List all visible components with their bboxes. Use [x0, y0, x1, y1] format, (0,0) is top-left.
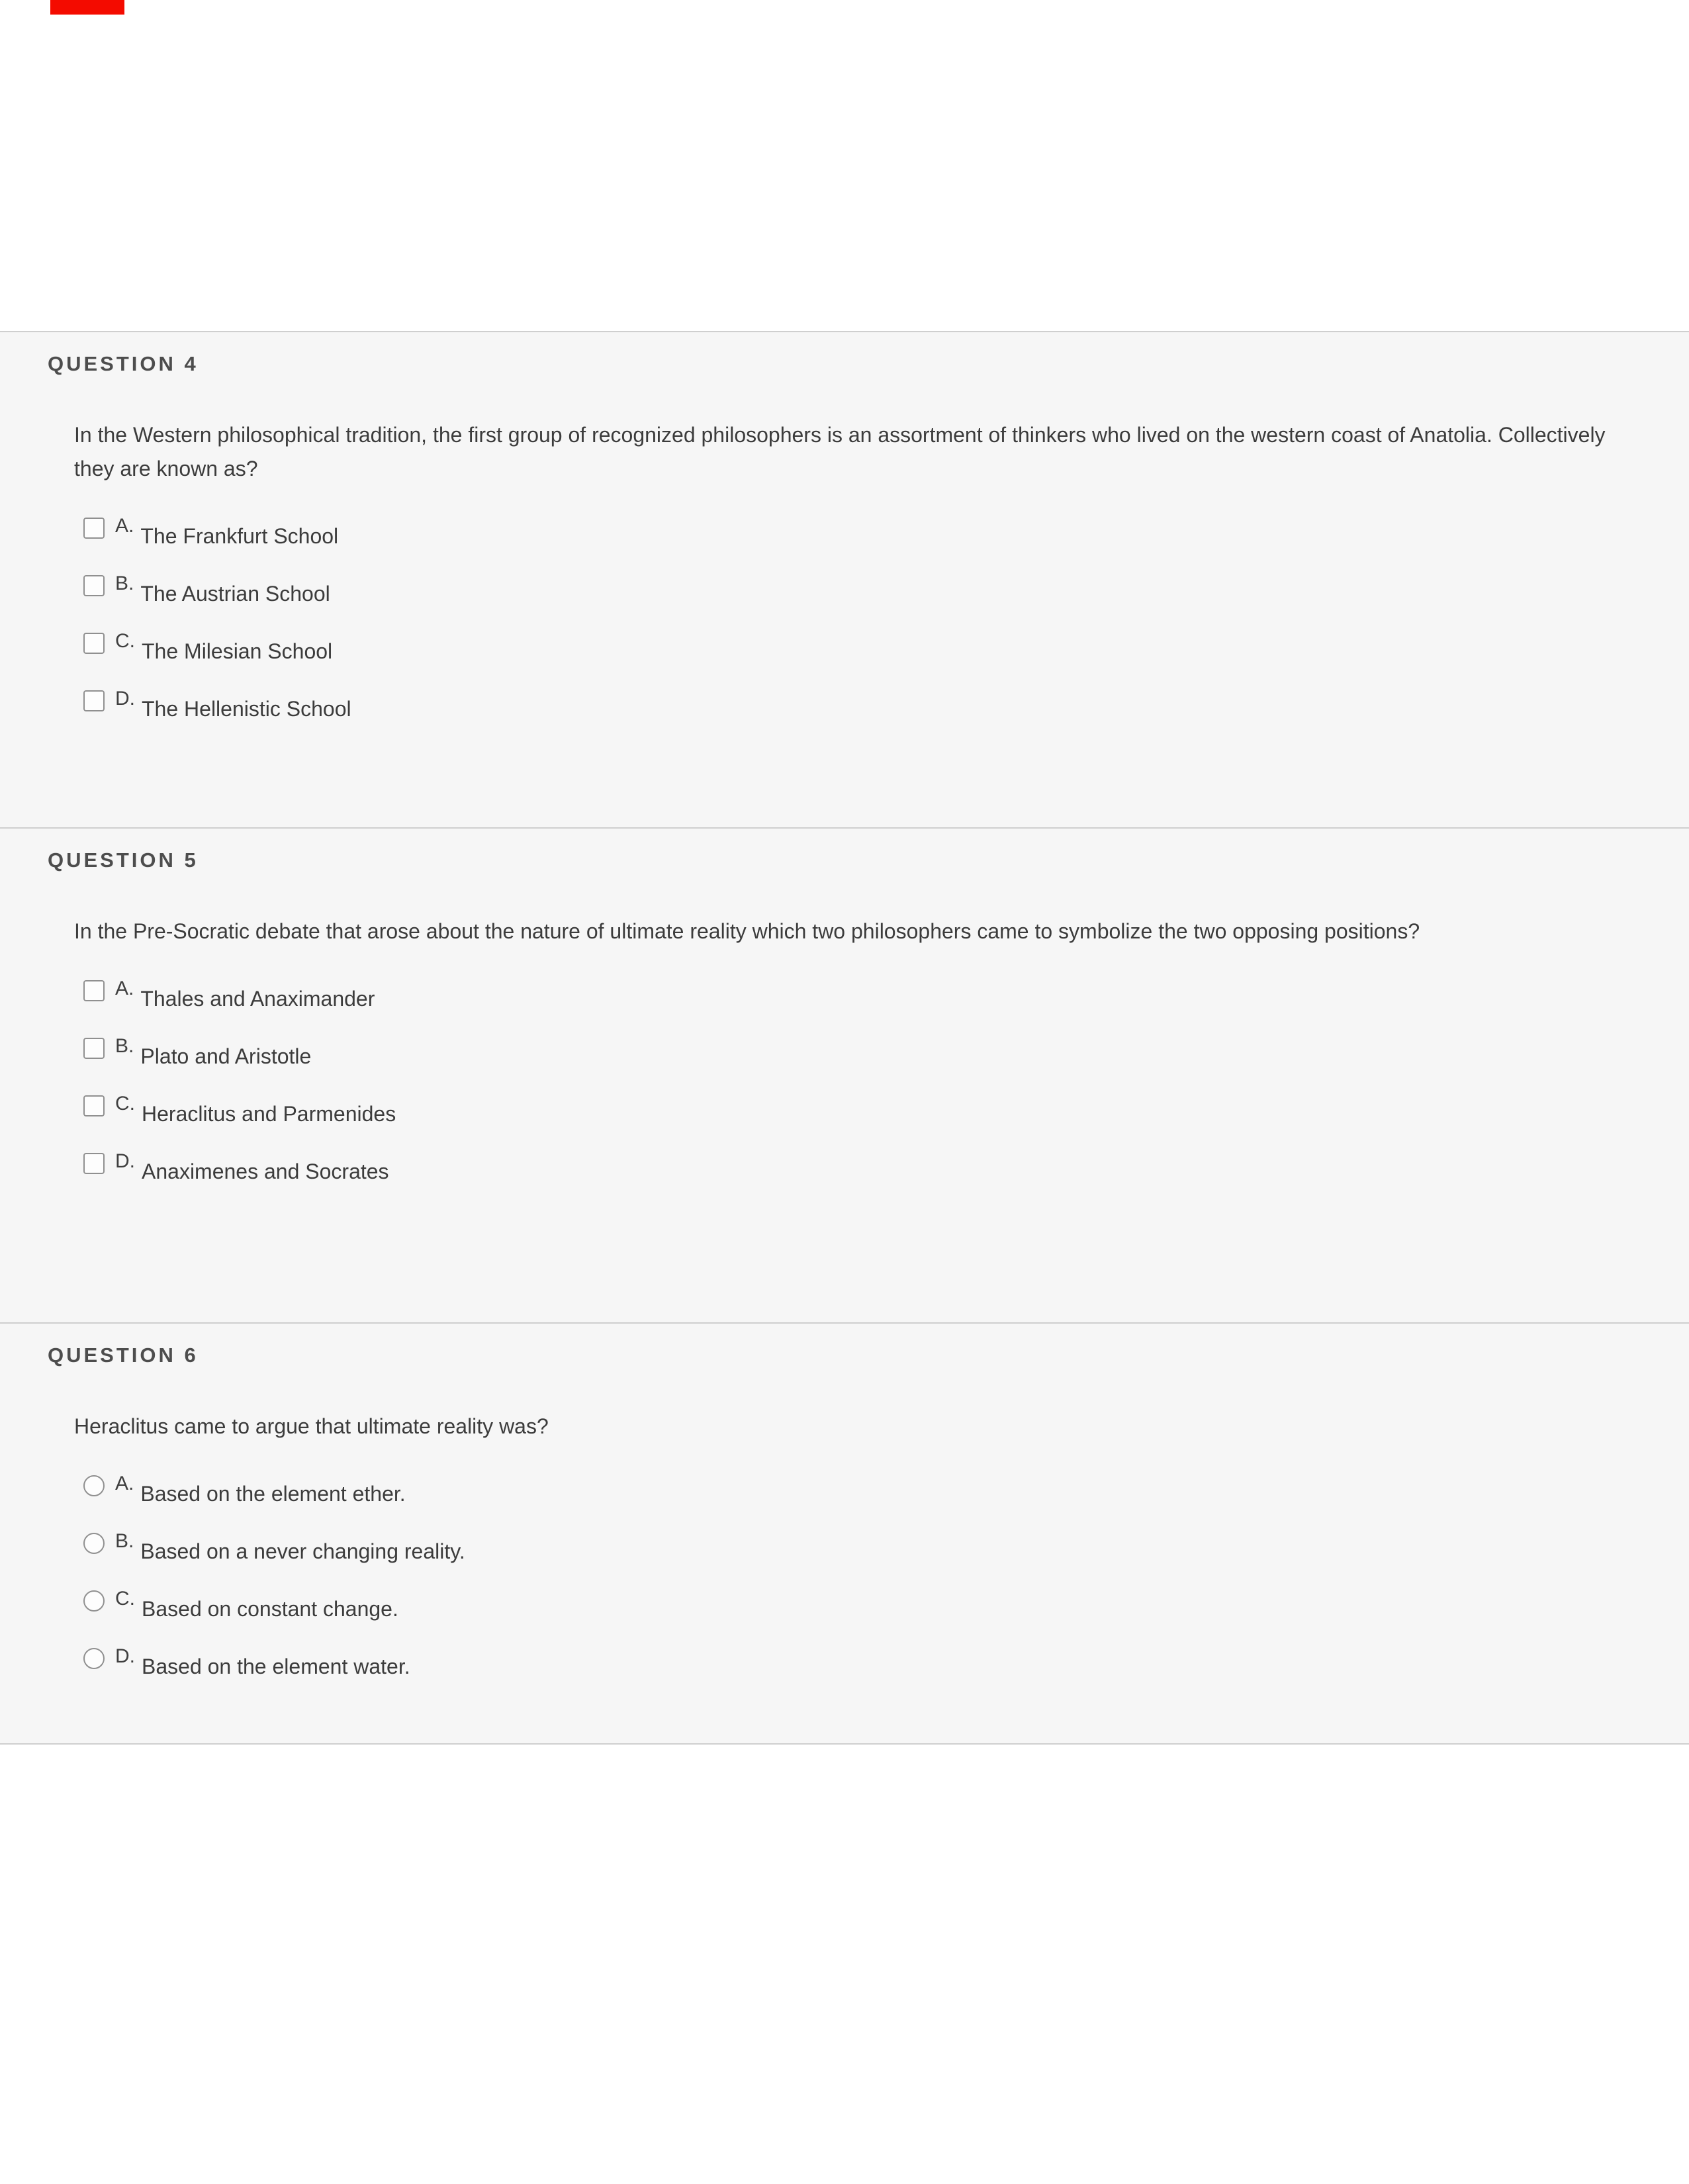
question-text: In the Pre-Socratic debate that arose about the nature of ultimate reality which two philosophers came to symbolize the two opposing positions?	[74, 919, 1420, 943]
option-letter: D.	[115, 688, 135, 710]
option-label: The Hellenistic School	[142, 697, 351, 721]
radio-input[interactable]	[83, 1475, 105, 1496]
radio-input[interactable]	[83, 1533, 105, 1554]
checkbox-input[interactable]	[83, 1038, 105, 1059]
option-label: The Austrian School	[140, 582, 330, 606]
option-label: Anaximenes and Socrates	[142, 1160, 389, 1184]
checkbox-input[interactable]	[83, 575, 105, 596]
checkbox-input[interactable]	[83, 633, 105, 654]
option-letter: D.	[115, 1150, 135, 1173]
question-text: In the Western philosophical tradition, the first group of recognized philosophers is an assortment of thinkers who lived on the western coast of Anatolia. Collectively they are known as?	[74, 423, 1606, 481]
answer-option-b[interactable]	[83, 572, 1629, 606]
checkbox-input[interactable]	[83, 1153, 105, 1174]
option-label: Based on the element water.	[142, 1655, 410, 1679]
radio-input[interactable]	[83, 1648, 105, 1669]
answer-option-d[interactable]	[83, 688, 1629, 721]
question-title: QUESTION 5	[48, 848, 199, 872]
option-label: Based on constant change.	[142, 1597, 398, 1621]
option-letter: C.	[115, 630, 135, 653]
answer-option-d[interactable]	[83, 1645, 1629, 1679]
option-letter: A.	[115, 515, 134, 537]
answer-option-c[interactable]	[83, 1093, 1629, 1126]
question-4-section	[0, 332, 1689, 827]
checkbox-input[interactable]	[83, 690, 105, 711]
answer-option-a[interactable]	[83, 515, 1629, 549]
option-letter: C.	[115, 1588, 135, 1610]
checkbox-input[interactable]	[83, 518, 105, 539]
question-title: QUESTION 6	[48, 1343, 199, 1367]
question-5-section	[0, 827, 1689, 1322]
option-letter: B.	[115, 1530, 134, 1553]
answer-option-a[interactable]	[83, 978, 1629, 1011]
answer-option-d[interactable]	[83, 1150, 1629, 1184]
quiz-panel	[0, 331, 1689, 1745]
question-text: Heraclitus came to argue that ultimate reality was?	[74, 1414, 549, 1438]
answer-option-b[interactable]	[83, 1530, 1629, 1564]
radio-input[interactable]	[83, 1590, 105, 1612]
checkbox-input[interactable]	[83, 980, 105, 1001]
option-label: Based on a never changing reality.	[140, 1539, 465, 1564]
checkbox-input[interactable]	[83, 1095, 105, 1116]
option-letter: B.	[115, 572, 134, 595]
answer-options	[83, 978, 1629, 1184]
option-label: Plato and Aristotle	[140, 1044, 312, 1069]
option-label: Thales and Anaximander	[140, 987, 375, 1011]
answer-option-c[interactable]	[83, 630, 1629, 664]
option-letter: A.	[115, 1473, 134, 1495]
answer-option-c[interactable]	[83, 1588, 1629, 1621]
option-label: The Frankfurt School	[140, 524, 339, 549]
answer-options	[83, 1473, 1629, 1679]
option-label: Heraclitus and Parmenides	[142, 1102, 396, 1126]
answer-option-a[interactable]	[83, 1473, 1629, 1506]
red-corner-marker	[50, 0, 124, 15]
option-letter: C.	[115, 1093, 135, 1115]
option-label: Based on the element ether.	[140, 1482, 406, 1506]
question-6-section	[0, 1322, 1689, 1743]
option-letter: D.	[115, 1645, 135, 1668]
answer-options	[83, 515, 1629, 721]
answer-option-b[interactable]	[83, 1035, 1629, 1069]
option-letter: A.	[115, 978, 134, 1000]
option-label: The Milesian School	[142, 639, 333, 664]
option-letter: B.	[115, 1035, 134, 1058]
question-title: QUESTION 4	[48, 352, 199, 375]
